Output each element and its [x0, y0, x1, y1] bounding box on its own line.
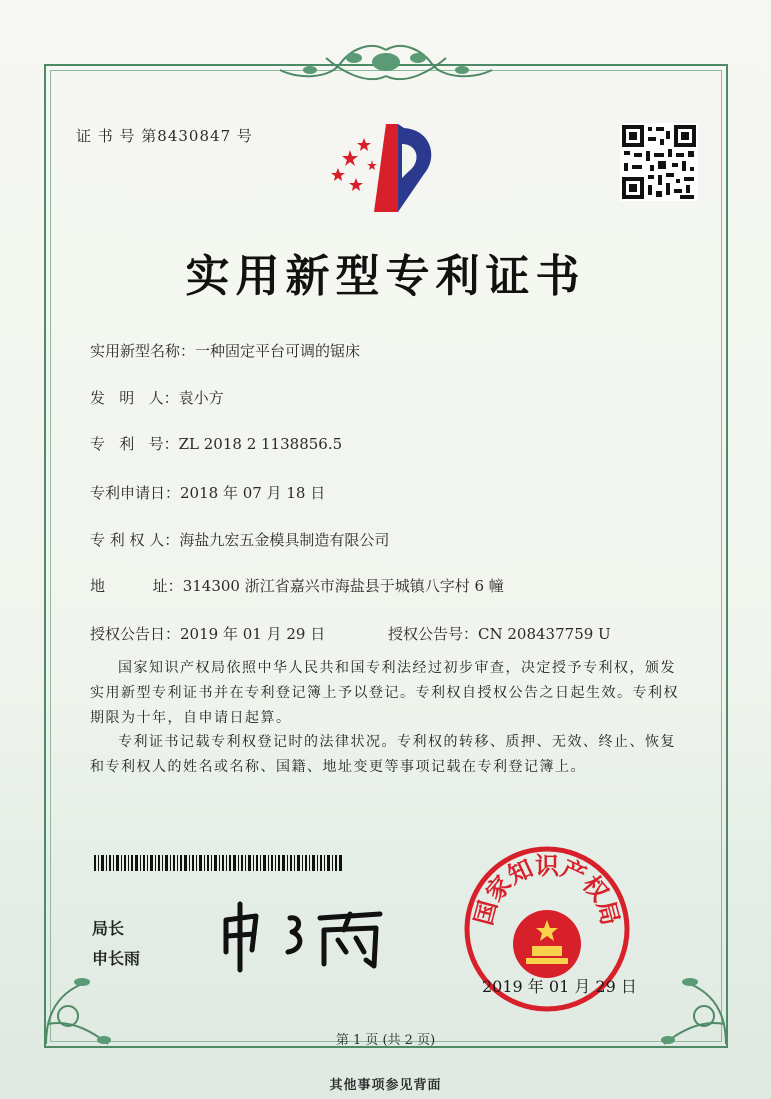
signature-icon — [212, 896, 412, 976]
field-inventor — [90, 387, 224, 408]
field-label: 专 利 号： — [90, 435, 179, 453]
footer-note: 其他事项参见背面 — [329, 1078, 442, 1093]
qr-code-icon — [620, 123, 698, 201]
page-number: 第 1 页 (共 2 页) — [335, 1033, 436, 1048]
field-value: 海盐九宏五金模具制造有限公司 — [179, 531, 390, 549]
patent-office-logo-icon — [328, 120, 440, 216]
grant-statement-paragraph: 国家知识产权局依照中华人民共和国专利法经过初步审查，决定授予专利权，颁发实用新型专利证书并在专利登记簿上予以登记。专利权自授权公告之日起生效。专利权期限为十年，自申请日起算。 — [90, 660, 679, 726]
official-name: 申长雨 — [92, 949, 141, 968]
field-label: 地 址： — [90, 577, 183, 595]
field-address — [90, 575, 504, 596]
field-value: 314300 浙江省嘉兴市海盐县于城镇八字村 6 幢 — [182, 577, 504, 595]
field-value: CN 208437759 U — [478, 625, 611, 643]
field-label: 专利申请日： — [90, 484, 181, 502]
legal-status-paragraph: 专利证书记载专利权登记时的法律状况。专利权的转移、质押、无效、终止、恢复和专利权人的姓名或名称、国籍、地址变更等事项记载在专利登记簿上。 — [90, 734, 676, 775]
field-label: 发 明 人： — [90, 389, 179, 407]
field-label: 专 利 权 人： — [90, 531, 180, 549]
field-label: 实用新型名称： — [90, 342, 196, 360]
official-title: 局长 — [92, 919, 125, 938]
field-grant-date — [90, 623, 325, 644]
field-patent-number — [90, 433, 342, 454]
field-utility-model-name — [90, 340, 360, 361]
field-value: 一种固定平台可调的锯床 — [195, 342, 361, 360]
top-ornament-icon — [270, 40, 502, 88]
field-label: 授权公告日： — [90, 625, 181, 643]
field-value: 袁小方 — [178, 389, 224, 407]
field-grant-number — [388, 623, 611, 644]
seal-text: 国家知识产权局 — [469, 852, 625, 929]
certificate-title: 实用新型专利证书 — [185, 251, 586, 302]
field-patentee — [90, 529, 389, 550]
field-value: ZL 2018 2 1138856.5 — [178, 435, 343, 453]
field-label: 授权公告号： — [388, 625, 479, 643]
certificate-number: 证 书 号 第8430847 号 — [76, 127, 253, 145]
field-value: 2018 年 07 月 18 日 — [180, 484, 326, 502]
field-filing-date — [90, 482, 325, 503]
barcode-icon — [94, 855, 342, 871]
seal-date: 2019 年 01 月 29 日 — [482, 977, 637, 996]
field-value: 2019 年 01 月 29 日 — [180, 625, 326, 643]
